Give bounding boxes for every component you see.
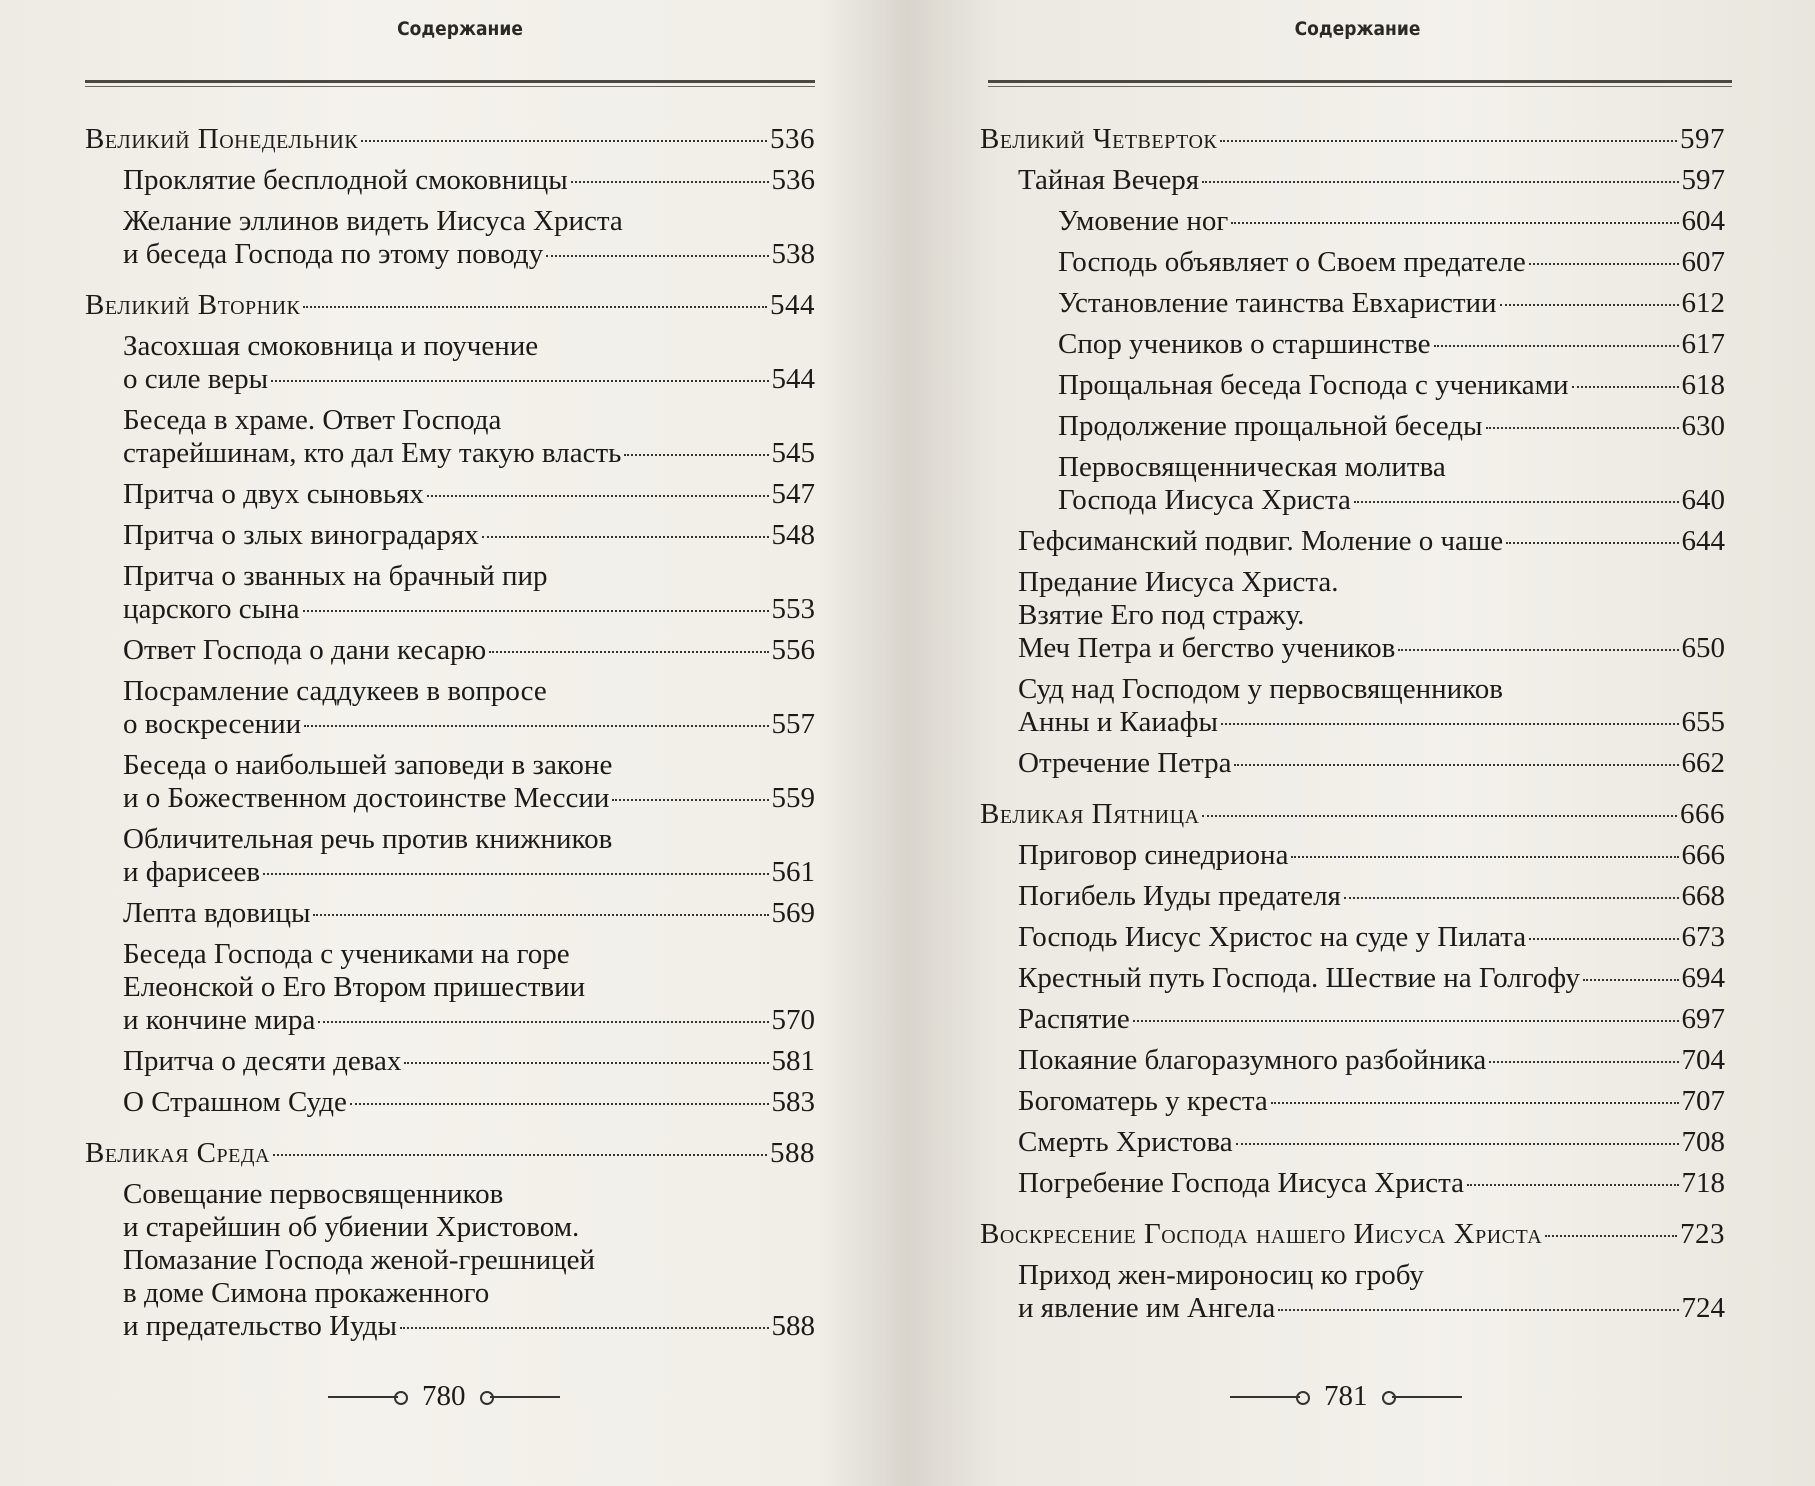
toc-entry [123, 938, 815, 1037]
entry-row [1018, 880, 1725, 913]
entry-title-line: и явление им Ангела [1018, 1292, 1276, 1324]
toc-entry [1018, 673, 1725, 739]
entry-title-line: Смерть Христова [1018, 1126, 1233, 1158]
entry-row [980, 798, 1725, 831]
entry-page-number: 588 [770, 1137, 815, 1169]
entry-row [123, 782, 815, 815]
dot-leader [404, 1062, 768, 1064]
toc-entry [1018, 1167, 1725, 1200]
entry-page-number: 617 [1681, 328, 1725, 360]
entry-title-line: Господа Иисуса Христа [1058, 484, 1351, 516]
right-page [900, 0, 1815, 1486]
toc-entry [1018, 1003, 1725, 1036]
entry-page-number: 548 [771, 519, 815, 551]
entry-title-line: Великая Среда [85, 1137, 270, 1169]
dot-leader [313, 914, 768, 916]
entry-page-number: 630 [1681, 410, 1725, 442]
entry-row [1018, 1044, 1725, 1077]
entry-title-line: Спор учеников о старшинстве [1058, 328, 1431, 360]
dot-leader [1506, 542, 1678, 544]
entry-row [1018, 1167, 1725, 1200]
toc-entry [123, 634, 815, 667]
header-rule [988, 80, 1732, 83]
entry-title-line: и о Божественном достоинстве Мессии [123, 782, 610, 814]
entry-page-number: 724 [1681, 1292, 1725, 1324]
entry-row [1058, 328, 1725, 361]
dot-leader [350, 1103, 769, 1105]
dot-leader [303, 610, 769, 612]
toc-entry [123, 823, 815, 889]
toc-entry [1018, 1126, 1725, 1159]
dot-leader [571, 181, 769, 183]
entry-row [85, 1137, 815, 1170]
entry-title-line: Господь Иисус Христос на суде у Пилата [1018, 921, 1527, 953]
entry-page-number: 708 [1681, 1126, 1725, 1158]
entry-row [123, 238, 815, 271]
entry-title-line: старейшинам, кто дал Ему такую власть [123, 437, 622, 469]
entry-row [123, 634, 815, 667]
entry-title-line: Посрамление саддукеев в вопросе [123, 675, 547, 707]
dot-leader [1489, 1061, 1678, 1063]
toc-entry [1018, 880, 1725, 913]
toc-entry [1018, 566, 1725, 665]
entry-title-line: Тайная Вечеря [1018, 164, 1200, 196]
entry-page-number: 707 [1681, 1085, 1725, 1117]
entry-page-number: 553 [771, 593, 815, 625]
entry-row [123, 478, 815, 511]
entry-title-line: Погибель Иуды предателя [1018, 880, 1341, 912]
entry-title-line: Помазание Господа женой-грешницей [123, 1244, 596, 1276]
toc-entry [123, 1086, 815, 1119]
entry-page-number: 607 [1681, 246, 1725, 278]
entry-page-number: 650 [1681, 632, 1725, 664]
dot-leader [624, 454, 768, 456]
toc-entry [123, 404, 815, 470]
toc-entry [123, 749, 815, 815]
toc-section [85, 1137, 815, 1170]
entry-row [1018, 921, 1725, 954]
entry-title-line: Распятие [1018, 1003, 1130, 1035]
entry-page-number: 544 [771, 363, 815, 395]
header-rule [85, 80, 815, 83]
entry-title-line: Господь объявляет о Своем предателе [1058, 246, 1526, 278]
entry-title-line: Продолжение прощальной беседы [1058, 410, 1483, 442]
entry-title-line: Прощальная беседа Господа с учениками [1058, 369, 1569, 401]
dot-leader [273, 1154, 767, 1156]
ornament-icon [328, 1390, 408, 1404]
entry-row [1018, 747, 1725, 780]
entry-page-number: 557 [771, 708, 815, 740]
entry-page-number: 545 [771, 437, 815, 469]
entry-page-number: 544 [770, 289, 815, 321]
entry-title-line: Анны и Каиафы [1018, 706, 1218, 738]
entry-row [1018, 1126, 1725, 1159]
toc-list [85, 123, 815, 1343]
entry-title-line: Беседа о наибольшей заповеди в законе [123, 749, 613, 781]
entry-title-line: Отречение Петра [1018, 747, 1232, 779]
folio [328, 1380, 560, 1413]
entry-page-number: 612 [1681, 287, 1725, 319]
entry-title-line: Великий Четверток [980, 123, 1218, 155]
dot-leader [1434, 345, 1679, 347]
entry-row [1018, 1292, 1725, 1325]
dot-leader [1398, 649, 1678, 651]
entry-title-line: О Страшном Суде [123, 1086, 347, 1118]
entry-title-line: и фарисеев [123, 856, 261, 888]
running-head: Содержание [1294, 18, 1421, 40]
entry-page-number: 570 [771, 1004, 815, 1036]
dot-leader [271, 380, 768, 382]
entry-row [123, 1045, 815, 1078]
dot-leader [1545, 1235, 1677, 1237]
dot-leader [1236, 1143, 1679, 1145]
entry-row [1018, 1003, 1725, 1036]
entry-page-number: 569 [771, 897, 815, 929]
entry-title-line: Богоматерь у креста [1018, 1085, 1268, 1117]
ornament-icon [1382, 1390, 1462, 1404]
dot-leader [546, 255, 768, 257]
entry-page-number: 536 [771, 164, 815, 196]
entry-title-line: Покаяние благоразумного разбойника [1018, 1044, 1487, 1076]
toc-entry [1018, 525, 1725, 558]
entry-row [1018, 164, 1725, 197]
entry-title-line: Совещание первосвященников [123, 1178, 504, 1210]
toc-entry [1058, 328, 1725, 361]
ornament-icon [1230, 1390, 1310, 1404]
entry-row [1058, 410, 1725, 443]
toc-entry [1018, 1044, 1725, 1077]
entry-title-line: и беседа Господа по этому поводу [123, 238, 544, 270]
entry-title-line: Ответ Господа о дани кесарю [123, 634, 487, 666]
entry-page-number: 538 [771, 238, 815, 270]
entry-row [123, 708, 815, 741]
toc-entry [123, 1045, 815, 1078]
entry-page-number: 694 [1681, 962, 1725, 994]
toc-section [980, 123, 1725, 156]
entry-row [1018, 632, 1725, 665]
entry-title-line: Обличительная речь против книжников [123, 823, 613, 855]
toc-entry [123, 164, 815, 197]
entry-title-line: Великий Вторник [85, 289, 301, 321]
entry-row [123, 897, 815, 930]
toc-entry [1018, 164, 1725, 197]
running-head: Содержание [397, 18, 523, 40]
entry-row [1058, 484, 1725, 517]
entry-page-number: 561 [771, 856, 815, 888]
dot-leader [1529, 263, 1679, 265]
entry-title-line: о воскресении [123, 708, 302, 740]
toc-entry [1058, 246, 1725, 279]
dot-leader [318, 1021, 768, 1023]
dot-leader [482, 536, 769, 538]
dot-leader [1133, 1020, 1679, 1022]
toc-entry [1058, 451, 1725, 517]
entry-row [1058, 287, 1725, 320]
entry-row [123, 1004, 815, 1037]
toc-list [980, 123, 1725, 1325]
entry-row [980, 123, 1725, 156]
entry-title-line: Притча о двух сыновьях [123, 478, 424, 510]
dot-leader [1202, 181, 1678, 183]
entry-title-line: Беседа в храме. Ответ Господа [123, 404, 502, 436]
entry-title-line: Елеонской о Его Втором пришествии [123, 971, 586, 1003]
entry-title-line: царского сына [123, 593, 300, 625]
dot-leader [612, 799, 768, 801]
entry-page-number: 704 [1681, 1044, 1725, 1076]
entry-row [1018, 962, 1725, 995]
entry-title-line: в доме Симона прокаженного [123, 1277, 490, 1309]
entry-page-number: 718 [1681, 1167, 1725, 1199]
entry-page-number: 644 [1681, 525, 1725, 557]
entry-title-line: Приход жен-мироносиц ко гробу [1018, 1259, 1424, 1291]
entry-title-line: Беседа Господа с учениками на горе [123, 938, 570, 970]
dot-leader [1467, 1184, 1678, 1186]
entry-title-line: Великая Пятница [980, 798, 1200, 830]
page-number: 781 [1324, 1380, 1368, 1412]
entry-title-line: Лепта вдовицы [123, 897, 311, 929]
entry-title-line: и кончине мира [123, 1004, 316, 1036]
toc-entry [1018, 921, 1725, 954]
entry-title-line: Установление таинства Евхаристии [1058, 287, 1497, 319]
entry-title-line: Великий Понедельник [85, 123, 359, 155]
entry-row [980, 1218, 1725, 1251]
toc-entry [1058, 369, 1725, 402]
entry-title-line: Погребение Господа Иисуса Христа [1018, 1167, 1465, 1199]
entry-title-line: Засохшая смоковница и поучение [123, 330, 539, 362]
entry-row [1058, 205, 1725, 238]
entry-page-number: 668 [1681, 880, 1725, 912]
entry-row [123, 519, 815, 552]
dot-leader [1271, 1102, 1679, 1104]
entry-title-line: Суд над Господом у первосвященников [1018, 673, 1503, 705]
dot-leader [1202, 815, 1677, 817]
toc-entry [1058, 205, 1725, 238]
entry-row [123, 856, 815, 889]
entry-row [123, 437, 815, 470]
entry-title-line: Воскресение Господа нашего Иисуса Христа [980, 1218, 1543, 1250]
entry-page-number: 559 [771, 782, 815, 814]
dot-leader [1278, 1309, 1678, 1311]
entry-title-line: Приговор синедриона [1018, 839, 1289, 871]
entry-title-line: Предание Иисуса Христа. [1018, 566, 1339, 598]
entry-row [1058, 369, 1725, 402]
toc-section [85, 289, 815, 322]
dot-leader [1220, 140, 1677, 142]
toc-section [85, 123, 815, 156]
toc-entry [1058, 287, 1725, 320]
dot-leader [1354, 501, 1679, 503]
dot-leader [1583, 979, 1679, 981]
entry-title-line: Проклятие бесплодной смоковницы [123, 164, 568, 196]
dot-leader [1344, 897, 1679, 899]
toc-section [980, 1218, 1725, 1251]
toc-entry [123, 519, 815, 552]
entry-page-number: 583 [771, 1086, 815, 1118]
toc-section [980, 798, 1725, 831]
entry-page-number: 666 [1681, 839, 1725, 871]
dot-leader [1572, 386, 1679, 388]
toc-entry [1018, 747, 1725, 780]
toc-entry [1058, 410, 1725, 443]
entry-row [85, 289, 815, 322]
entry-row [1058, 246, 1725, 279]
dot-leader [1221, 723, 1679, 725]
entry-page-number: 588 [771, 1310, 815, 1342]
entry-page-number: 581 [771, 1045, 815, 1077]
entry-page-number: 536 [770, 123, 815, 155]
dot-leader [263, 873, 768, 875]
toc-entry [123, 560, 815, 626]
dot-leader [1231, 222, 1678, 224]
dot-leader [1500, 304, 1679, 306]
entry-page-number: 547 [771, 478, 815, 510]
entry-page-number: 673 [1681, 921, 1725, 953]
entry-row [123, 363, 815, 396]
entry-row [85, 123, 815, 156]
toc-entry [123, 330, 815, 396]
toc-entry [123, 897, 815, 930]
entry-row [1018, 839, 1725, 872]
entry-page-number: 597 [1681, 164, 1725, 196]
entry-title-line: Желание эллинов видеть Иисуса Христа [123, 205, 623, 237]
entry-title-line: Меч Петра и бегство учеников [1018, 632, 1396, 664]
page-number: 780 [422, 1380, 466, 1412]
entry-page-number: 640 [1681, 484, 1725, 516]
toc-entry [123, 478, 815, 511]
dot-leader [400, 1327, 768, 1329]
dot-leader [427, 495, 769, 497]
entry-title-line: и старейшин об убиении Христовом. [123, 1211, 580, 1243]
dot-leader [1291, 856, 1678, 858]
entry-page-number: 556 [771, 634, 815, 666]
entry-title-line: Притча о десяти девах [123, 1045, 402, 1077]
folio [1230, 1380, 1462, 1413]
entry-row [1018, 525, 1725, 558]
toc-entry [1018, 1259, 1725, 1325]
toc-entry [123, 1178, 815, 1343]
dot-leader [1234, 764, 1678, 766]
entry-page-number: 655 [1681, 706, 1725, 738]
entry-page-number: 618 [1681, 369, 1725, 401]
entry-page-number: 697 [1681, 1003, 1725, 1035]
entry-row [123, 1086, 815, 1119]
entry-title-line: о силе веры [123, 363, 269, 395]
entry-title-line: Умовение ног [1058, 205, 1229, 237]
entry-page-number: 666 [1680, 798, 1725, 830]
entry-row [123, 1310, 815, 1343]
toc-entry [123, 675, 815, 741]
dot-leader [303, 306, 767, 308]
entry-row [1018, 1085, 1725, 1118]
dot-leader [304, 725, 768, 727]
entry-title-line: Крестный путь Господа. Шествие на Голгофу [1018, 962, 1580, 994]
entry-page-number: 604 [1681, 205, 1725, 237]
entry-title-line: Притча о званных на брачный пир [123, 560, 548, 592]
toc-entry [1018, 962, 1725, 995]
left-page [0, 0, 900, 1486]
entry-title-line: Первосвященническая молитва [1058, 451, 1446, 483]
entry-row [123, 593, 815, 626]
toc-entry [1018, 1085, 1725, 1118]
entry-title-line: Притча о злых виноградарях [123, 519, 479, 551]
dot-leader [1486, 427, 1679, 429]
toc-entry [1018, 839, 1725, 872]
dot-leader [1529, 938, 1678, 940]
entry-page-number: 597 [1680, 123, 1725, 155]
dot-leader [361, 140, 767, 142]
entry-page-number: 723 [1680, 1218, 1725, 1250]
entry-title-line: Взятие Его под стражу. [1018, 599, 1305, 631]
dot-leader [489, 651, 768, 653]
entry-page-number: 662 [1681, 747, 1725, 779]
entry-row [1018, 706, 1725, 739]
entry-title-line: Гефсиманский подвиг. Моление о чаше [1018, 525, 1504, 557]
entry-title-line: и предательство Иуды [123, 1310, 398, 1342]
ornament-icon [480, 1390, 560, 1404]
toc-entry [123, 205, 815, 271]
entry-row [123, 164, 815, 197]
